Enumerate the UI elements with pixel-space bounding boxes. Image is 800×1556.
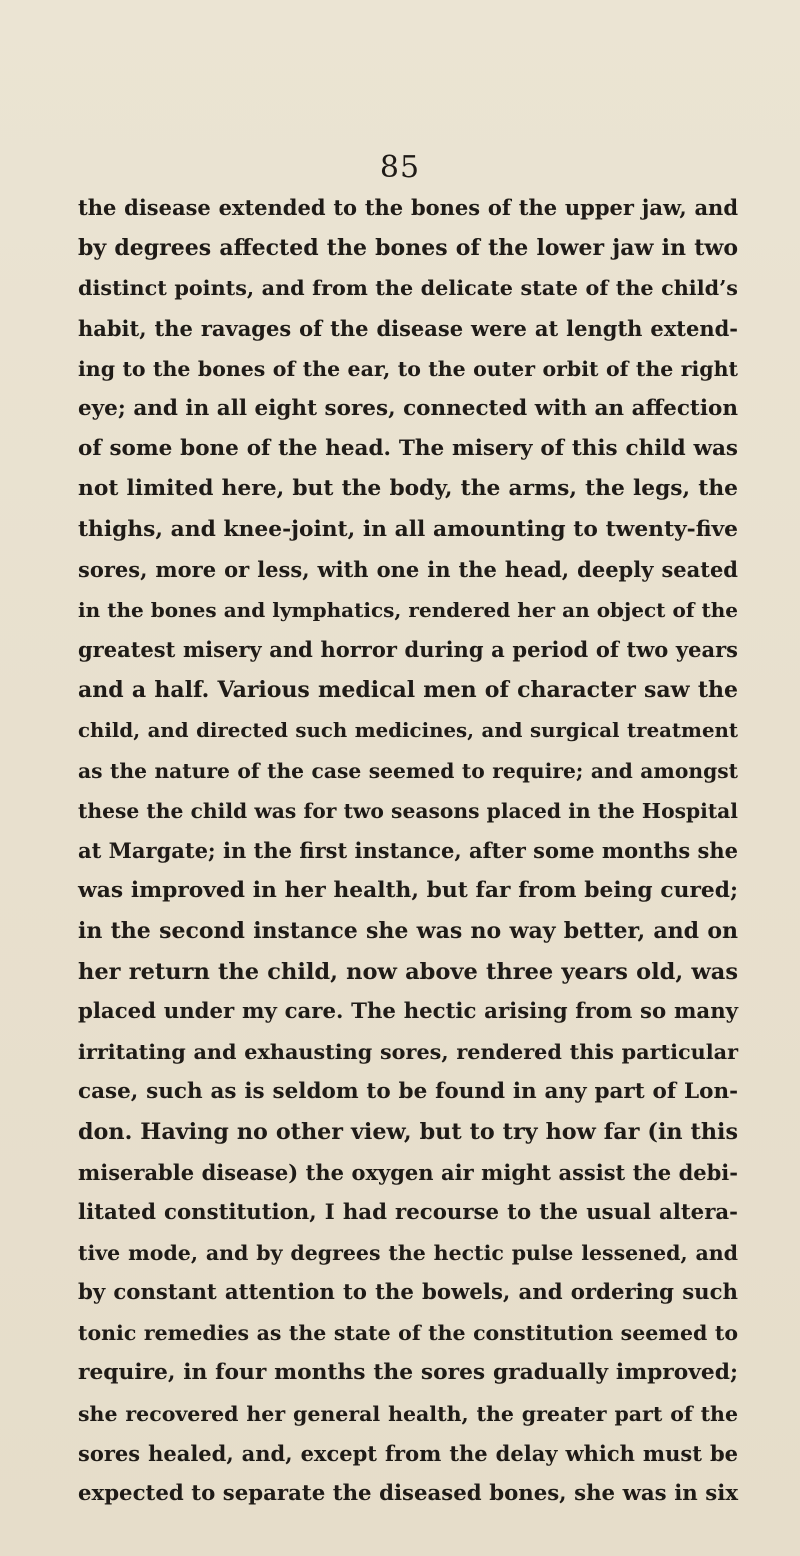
text-line: distinct points, and from the delicate state of the child’s	[78, 276, 738, 301]
text-line: not limited here, but the body, the arms, the legs, the	[78, 476, 738, 502]
text-line: irritating and exhausting sores, rendered this particular	[78, 1039, 738, 1064]
text-line: sores healed, and, except from the delay which must be	[78, 1440, 738, 1466]
text-line: her return the child, now above three years old, was	[78, 958, 738, 985]
text-line: tonic remedies as the state of the constitution seemed to	[78, 1321, 738, 1346]
text-line: miserable disease) the oxygen air might assist the debi-	[78, 1159, 738, 1185]
text-line: was improved in her health, but far from being cured;	[78, 878, 738, 904]
text-line: by constant attention to the bowels, and ordering such	[78, 1280, 738, 1306]
text-line: expected to separate the diseased bones, she was in six	[78, 1481, 738, 1506]
text-line: as the nature of the case seemed to require; and amongst	[78, 758, 738, 783]
text-line: habit, the ravages of the disease were at length extend-	[78, 315, 738, 341]
text-line: greatest misery and horror during a period of two years	[78, 637, 738, 663]
body-text	[78, 188, 738, 1514]
text-line: of some bone of the head. The misery of this child was	[78, 436, 738, 462]
text-line: sores, more or less, with one in the head, deeply seated	[78, 556, 738, 582]
text-line: thighs, and knee-joint, in all amounting to twenty-five	[78, 516, 738, 542]
text-line: these the child was for two seasons placed in the Hospital	[78, 798, 738, 823]
text-line: don. Having no other view, but to try how far (in this	[78, 1119, 738, 1146]
text-line: at Margate; in the first instance, after some months she	[78, 838, 738, 863]
text-line: litated constitution, I had recourse to the usual altera-	[78, 1199, 738, 1225]
text-line: she recovered her general health, the greater part of the	[78, 1401, 738, 1426]
text-line: and a half. Various medical men of character saw the	[78, 677, 738, 704]
text-line: by degrees affected the bones of the lower jaw in two	[78, 235, 738, 262]
text-line: eye; and in all eight sores, connected with an affection	[78, 395, 738, 421]
text-line: case, such as is seldom to be found in any part of Lon-	[78, 1079, 738, 1105]
text-line: ing to the bones of the ear, to the outer orbit of the right	[78, 356, 738, 381]
text-line: require, in four months the sores gradually improved;	[78, 1360, 738, 1386]
text-line: in the second instance she was no way better, and on	[78, 918, 738, 945]
text-line: tive mode, and by degrees the hectic pulse lessened, and	[78, 1240, 738, 1265]
page-number: 85	[379, 150, 421, 185]
text-line: in the bones and lymphatics, rendered her an object of the	[78, 597, 738, 622]
text-line: child, and directed such medicines, and surgical treatment	[78, 718, 738, 743]
text-line: the disease extended to the bones of the upper jaw, and	[78, 195, 738, 220]
text-line: placed under my care. The hectic arising from so many	[78, 998, 738, 1024]
